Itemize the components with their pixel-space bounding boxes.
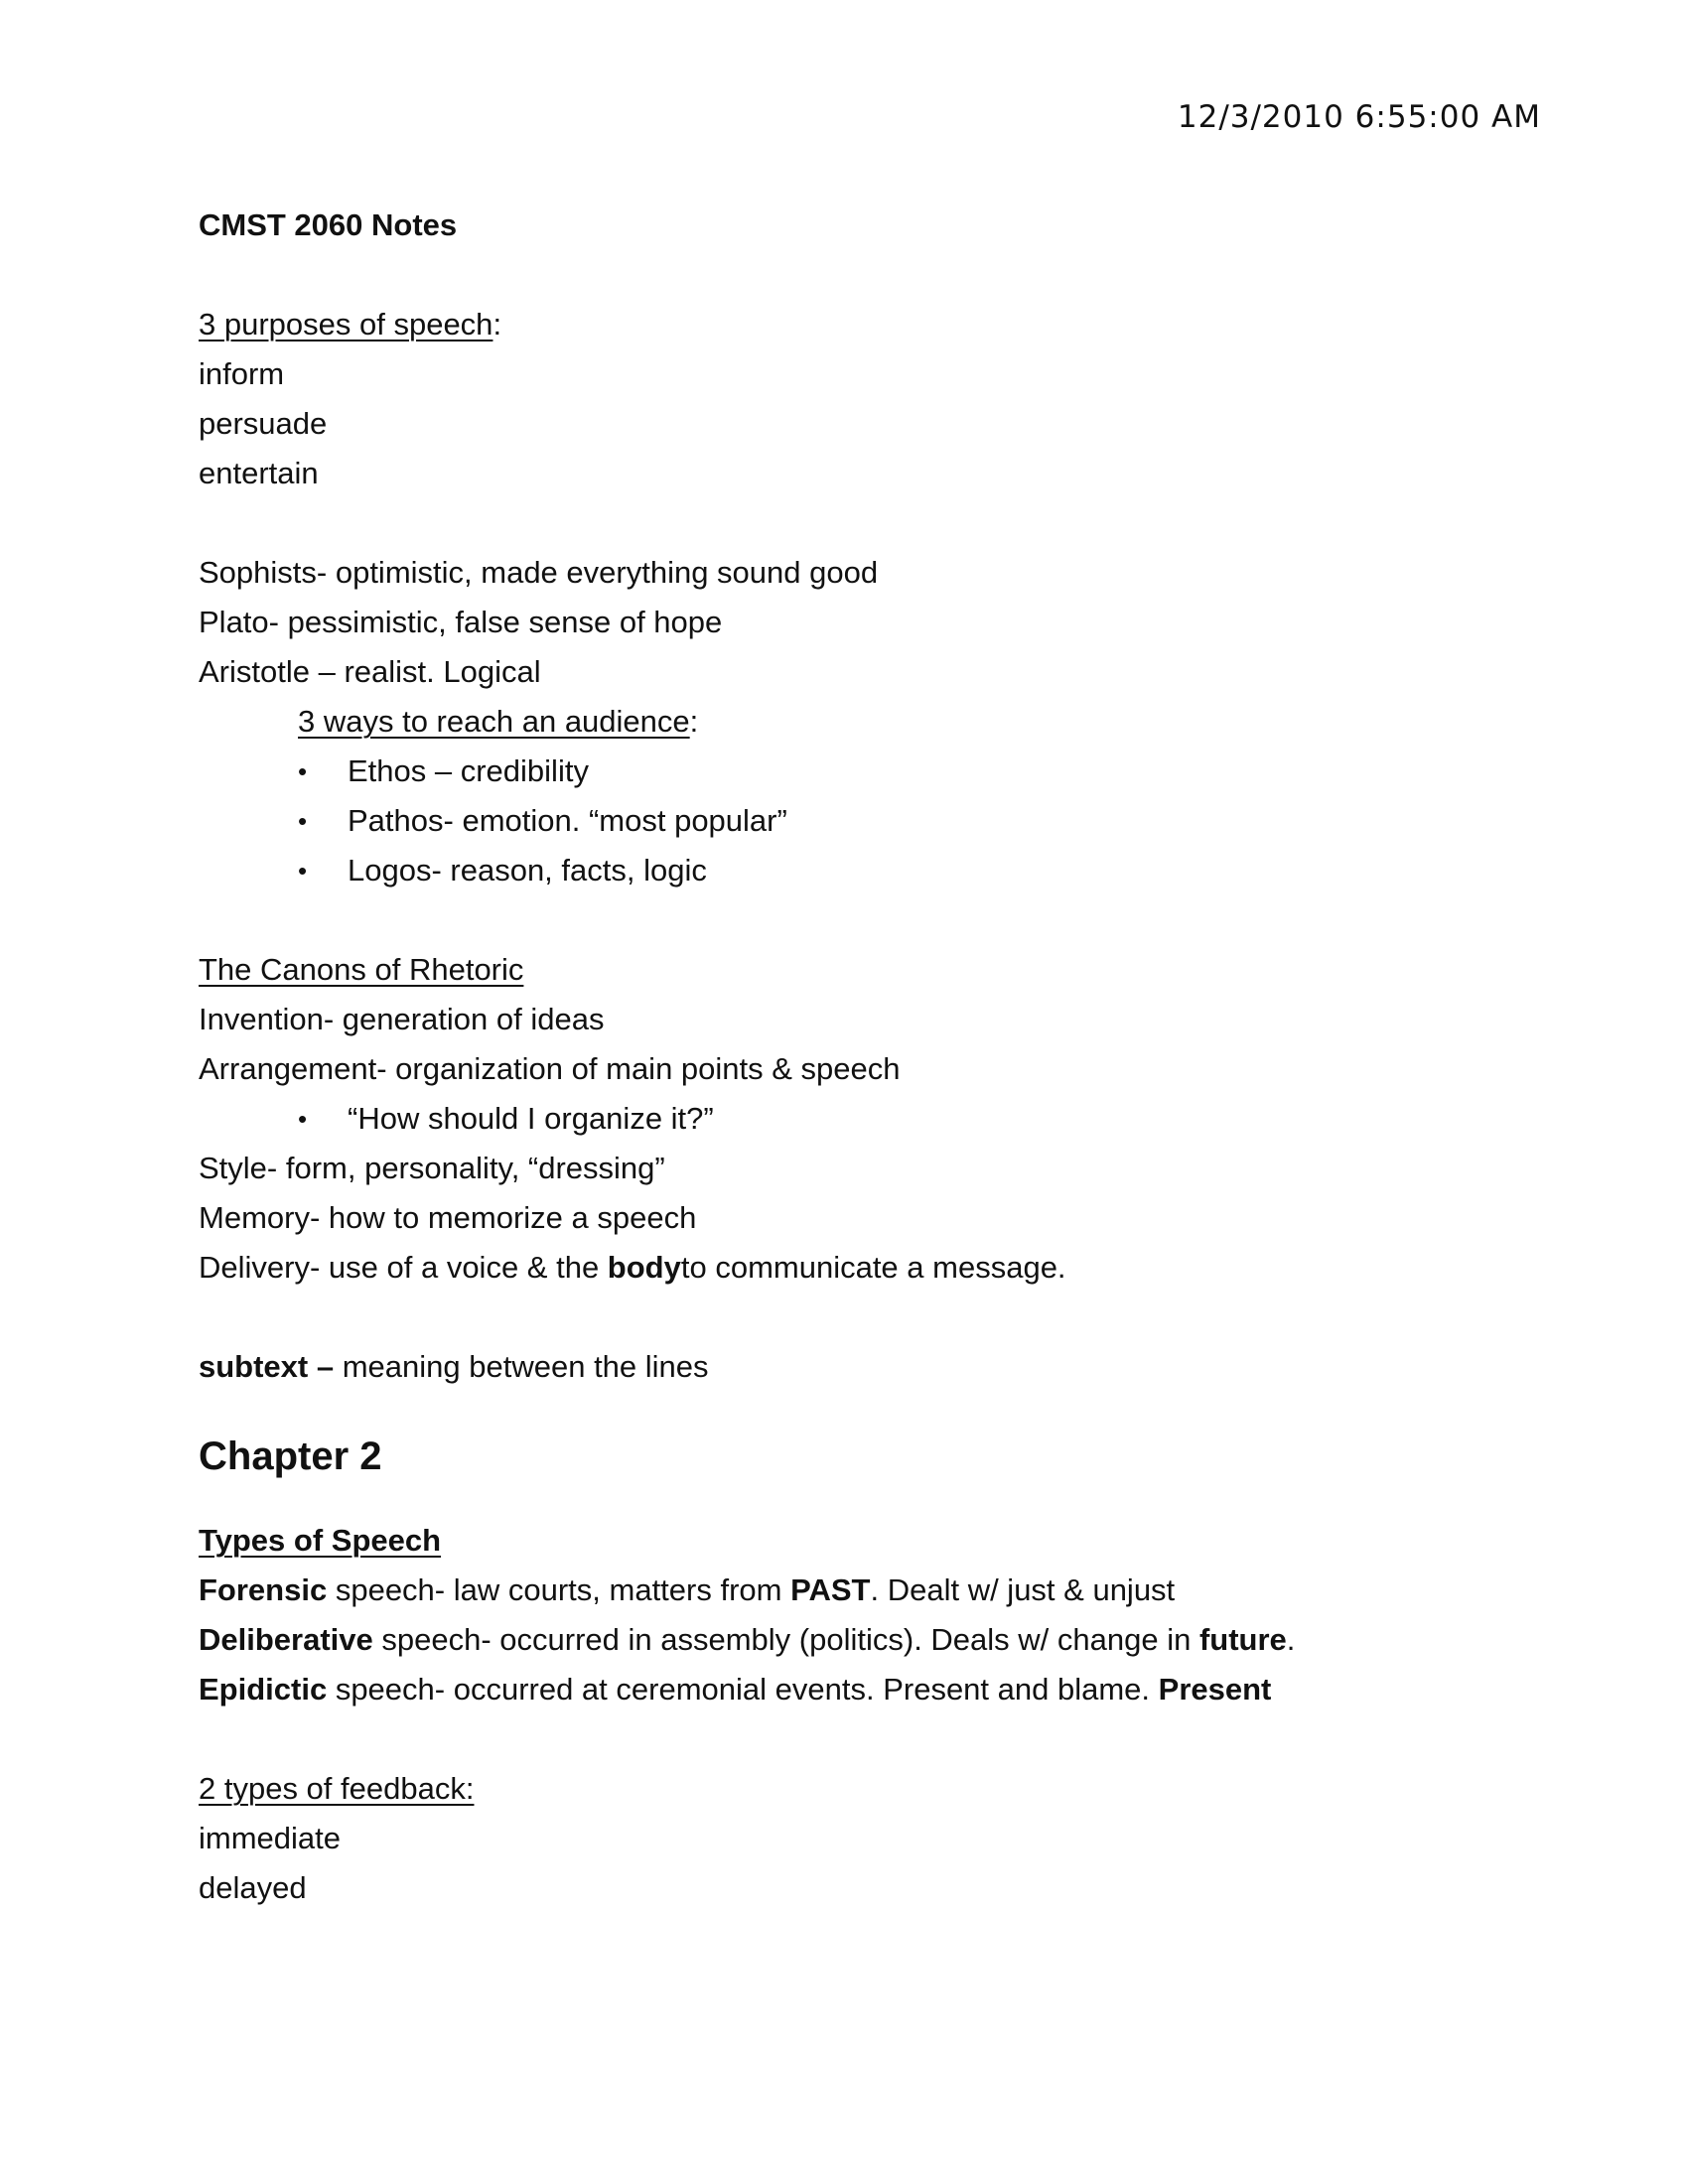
list-item: inform [199,356,285,391]
bullet-item [199,1094,1569,1144]
forensic-text-end: . Dealt w/ just & unjust [870,1572,1176,1607]
bullet-icon: • [298,756,308,786]
canons-heading-text: The Canons of Rhetoric [199,952,524,987]
bullet-icon: • [298,1104,308,1134]
purposes-heading [199,300,1569,349]
page-title: CMST 2060 Notes [199,207,458,242]
canon-memory: Memory- how to memorize a speech [199,1200,697,1235]
delivery-text-post: to communicate a message. [680,1250,1066,1285]
deliberative-text-end: . [1286,1622,1296,1657]
forensic-bold: PAST [790,1572,871,1607]
list-item: persuade [199,406,328,441]
deliberative-text: speech- occurred in assembly (politics). Deals w/ change in [372,1622,1199,1657]
spacer [199,1714,1569,1764]
subtext-meaning: meaning between the lines [334,1349,709,1384]
bullet-text: “How should I organize it?” [348,1101,714,1136]
speech-type-deliberative [199,1615,1569,1665]
subtext-term: subtext – [199,1349,335,1384]
bullet-item [199,747,1569,796]
canon-delivery [199,1243,1569,1293]
chapter-heading: Chapter 2 [199,1434,382,1478]
canon-arrangement: Arrangement- organization of main points & speech [199,1051,901,1086]
philosopher-line: Sophists- optimistic, made everything sound good [199,555,879,590]
bullet-item [199,846,1569,895]
spacer [199,250,1569,300]
bullet-icon: • [298,856,308,886]
list-item: delayed [199,1870,307,1905]
subtext-definition [199,1342,1569,1392]
deliberative-term: Deliberative [199,1622,373,1657]
bullet-text: Ethos – credibility [348,753,589,788]
list-item: immediate [199,1821,341,1855]
types-heading [199,1516,1569,1566]
forensic-text: speech- law courts, matters from [327,1572,791,1607]
spacer [199,895,1569,945]
bullet-icon: • [298,806,308,836]
speech-type-epidictic [199,1665,1569,1714]
epidictic-bold: Present [1158,1672,1272,1706]
philosopher-line: Aristotle – realist. Logical [199,654,541,689]
ways-colon: : [689,704,699,739]
spacer [199,1293,1569,1342]
ways-heading [199,697,1569,747]
list-item: entertain [199,456,319,490]
forensic-term: Forensic [199,1572,328,1607]
bullet-text: Pathos- emotion. “most popular” [348,803,787,838]
feedback-heading [199,1764,1569,1814]
bullet-item [199,796,1569,846]
philosopher-line: Plato- pessimistic, false sense of hope [199,605,723,639]
delivery-text-pre: Delivery- use of a voice & the [199,1250,608,1285]
spacer [199,1392,1569,1420]
canon-style: Style- form, personality, “dressing” [199,1151,665,1185]
canons-heading [199,945,1569,995]
feedback-heading-text: 2 types of feedback: [199,1771,475,1806]
epidictic-term: Epidictic [199,1672,328,1706]
types-heading-text: Types of Speech [199,1523,442,1558]
speech-type-forensic [199,1566,1569,1615]
document-body [199,201,1569,1913]
deliberative-bold: future [1198,1622,1287,1657]
purposes-heading-text: 3 purposes of speech [199,307,493,341]
bullet-text: Logos- reason, facts, logic [348,853,707,887]
delivery-text-bold: body [607,1250,681,1285]
timestamp: 12/3/2010 6:55:00 AM [1177,99,1541,135]
spacer [199,498,1569,548]
canon-invention: Invention- generation of ideas [199,1002,605,1036]
epidictic-text: speech- occurred at ceremonial events. Present and blame. [327,1672,1159,1706]
spacer [199,1494,1569,1516]
purposes-colon: : [492,307,502,341]
ways-heading-text: 3 ways to reach an audience [298,704,690,739]
